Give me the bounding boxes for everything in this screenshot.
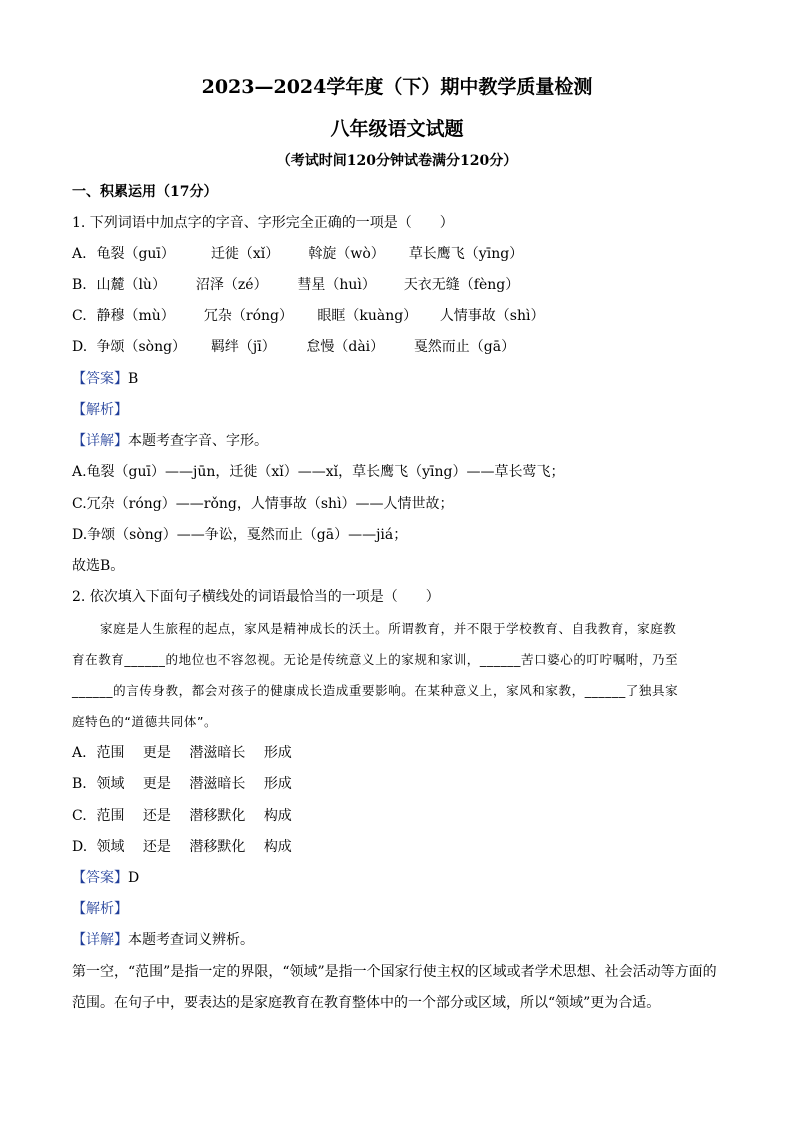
option-letter: D. (72, 839, 88, 855)
option-item: 彗星（huì） (297, 277, 376, 293)
option-item: 静穆（mù） (96, 308, 175, 324)
option-letter: C. (72, 308, 87, 324)
option-letter: B. (72, 776, 87, 792)
section-heading: 一、积累运用（17分） (72, 184, 218, 200)
option-letter: A. (72, 246, 87, 262)
option-item: 领域 (96, 776, 125, 792)
q2-detail (72, 930, 254, 950)
option-item: 潜滋暗长 (189, 776, 246, 792)
q2-option-b (72, 774, 292, 794)
q2-analysis-label: 【解析】 (72, 901, 128, 917)
answer-value: D (128, 870, 140, 886)
option-letter: B. (72, 277, 87, 293)
exam-subtitle: 八年级语文试题 (330, 118, 464, 140)
q1-detail (72, 431, 268, 451)
option-item: 还是 (142, 839, 171, 855)
option-item: 迁徙（xǐ） (210, 246, 280, 262)
option-item: 形成 (263, 745, 292, 761)
option-item: 眼眶（kuàng） (317, 308, 418, 324)
option-item: 山麓（lù） (96, 277, 166, 293)
detail-text: 本题考查词义辨析。 (128, 932, 254, 948)
option-letter: C. (72, 808, 87, 824)
option-item: 范围 (96, 808, 125, 824)
answer-value: B (128, 371, 139, 387)
q2-option-c (72, 806, 292, 826)
option-item: 构成 (263, 808, 292, 824)
option-item: 更是 (142, 745, 171, 761)
q2-passage-line: ______的言传身教，都会对孩子的健康成长造成重要影响。在某种意义上，家风和家教，______了独具家 (72, 683, 679, 698)
option-letter: A. (72, 745, 87, 761)
q2-option-a (72, 743, 292, 763)
q1-conclusion: 故选B。 (72, 558, 125, 574)
option-item: 冗杂（róng） (203, 308, 294, 324)
option-item: 形成 (263, 776, 292, 792)
option-item: 天衣无缝（fèng） (403, 277, 520, 293)
q2-explanation-paragraph: 第一空，“范围”是指一定的界限，“领域”是指一个国家行使主权的区域或者学术思想、社会活动等方面的范围。在句子中，要表达的是家庭教育在教育整体中的一个部分或区域，所以“领域”更为合适。 (72, 964, 717, 1011)
q2-passage-line: 育在教育______的地位也不容忽视。无论是传统意义上的家规和家训，______苦口婆心的叮咛嘱咐，乃至 (72, 652, 679, 667)
option-item: 戛然而止（gā） (413, 339, 516, 355)
answer-label: 【答案】 (72, 870, 128, 886)
option-item: 龟裂（guī） (96, 246, 175, 262)
option-item: 更是 (142, 776, 171, 792)
q1-option-c (72, 306, 545, 326)
option-item: 羁绊（jī） (210, 339, 276, 355)
question-1-stem: 1. 下列词语中加点字的字音、字形完全正确的一项是（ ） (72, 215, 454, 231)
option-item: 潜移默化 (189, 839, 246, 855)
q1-analysis-label: 【解析】 (72, 402, 128, 418)
q1-explain-line: C.冗杂（róng）——rǒng，人情事故（shì）——人情世故； (72, 496, 454, 512)
q1-answer (72, 369, 138, 389)
answer-label: 【答案】 (72, 371, 128, 387)
detail-label: 【详解】 (72, 433, 128, 449)
q1-option-a (72, 244, 523, 264)
q1-option-b (72, 275, 519, 295)
option-item: 人情事故（shì） (439, 308, 545, 324)
q2-answer (72, 868, 139, 888)
q1-explain-line: A.龟裂（guī）——jūn，迁徙（xǐ）——xǐ，草长鹰飞（yīng）——草长莺飞； (72, 464, 565, 480)
q2-passage-line: 家庭是人生旅程的起点，家风是精神成长的沃土。所谓教育，并不限于学校教育、自我教育，家庭教 (100, 621, 677, 636)
option-item: 范围 (96, 745, 125, 761)
option-item: 还是 (142, 808, 171, 824)
option-item: 争颂（sòng） (96, 339, 187, 355)
question-2-stem: 2. 依次填入下面句子横线处的词语最恰当的一项是（ ） (72, 589, 440, 605)
option-item: 潜移默化 (189, 808, 246, 824)
option-item: 草长鹰飞（yīng） (408, 246, 524, 262)
option-letter: D. (72, 339, 88, 355)
q2-passage-line: 庭特色的“道德共同体”。 (72, 714, 218, 729)
q1-option-d (72, 337, 515, 357)
detail-text: 本题考查字音、字形。 (128, 433, 268, 449)
exam-title: 2023—2024学年度（下）期中教学质量检测 (201, 76, 593, 98)
q1-explain-line: D.争颂（sòng）——争讼，戛然而止（gā）——jiá； (72, 527, 408, 543)
option-item: 潜滋暗长 (189, 745, 246, 761)
option-item: 构成 (263, 839, 292, 855)
q2-option-d (72, 837, 292, 857)
option-item: 领域 (96, 839, 125, 855)
option-item: 怠慢（dài） (306, 339, 385, 355)
option-item: 斡旋（wò） (308, 246, 385, 262)
option-item: 沼泽（zé） (195, 277, 268, 293)
detail-label: 【详解】 (72, 932, 128, 948)
exam-note: （考试时间120分钟试卷满分120分） (276, 153, 518, 169)
